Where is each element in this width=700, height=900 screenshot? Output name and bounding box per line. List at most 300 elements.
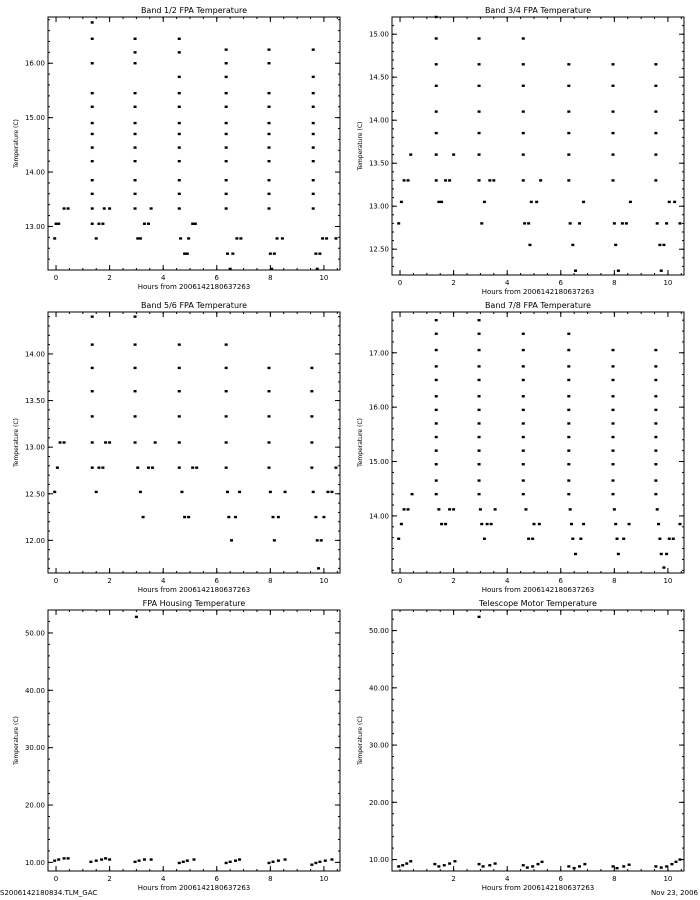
data-point: [225, 92, 228, 94]
data-point: [522, 132, 525, 134]
data-point: [134, 38, 137, 40]
data-point: [91, 106, 94, 108]
data-point: [134, 51, 137, 53]
data-point: [668, 538, 671, 540]
data-point: [435, 422, 438, 424]
data-point: [400, 523, 403, 525]
data-point: [268, 441, 271, 443]
data-point: [612, 463, 615, 465]
data-point: [443, 864, 446, 866]
data-point: [654, 63, 657, 65]
data-point: [63, 857, 66, 859]
data-point: [312, 92, 315, 94]
data-point: [268, 146, 271, 148]
data-point: [522, 422, 525, 424]
x-tick-label: 10: [319, 875, 329, 883]
data-point: [234, 859, 237, 861]
data-point: [612, 865, 615, 867]
data-point: [488, 864, 491, 866]
data-point: [321, 237, 324, 239]
chart-title: Band 7/8 FPA Temperature: [484, 301, 592, 310]
data-point: [660, 866, 663, 868]
data-point: [91, 415, 94, 417]
x-tick-label: 0: [53, 875, 59, 883]
data-point: [178, 441, 181, 443]
data-point: [272, 516, 275, 518]
data-point: [57, 223, 60, 225]
data-point: [225, 146, 228, 148]
data-point: [612, 349, 615, 351]
data-point: [440, 523, 443, 525]
data-point: [435, 319, 438, 321]
chart-title: Band 3/4 FPA Temperature: [484, 6, 592, 15]
data-point: [567, 409, 570, 411]
data-point: [183, 252, 186, 254]
data-point: [567, 379, 570, 381]
x-tick-label: 10: [663, 875, 673, 883]
data-point: [225, 343, 228, 345]
data-point: [435, 333, 438, 335]
data-point: [629, 201, 632, 203]
data-point: [53, 491, 56, 493]
data-point: [612, 63, 615, 65]
data-point: [134, 122, 137, 124]
x-tick-label: 2: [451, 875, 456, 883]
data-point: [91, 92, 94, 94]
data-point: [91, 38, 94, 40]
data-point: [55, 223, 58, 225]
data-point: [91, 315, 94, 317]
data-point: [225, 160, 228, 162]
data-point: [312, 207, 315, 209]
data-point: [268, 862, 271, 864]
data-point: [312, 106, 315, 108]
data-point: [234, 516, 237, 518]
x-tick-label: 8: [268, 875, 273, 883]
data-point: [522, 349, 525, 351]
data-point: [195, 466, 198, 468]
data-point: [178, 76, 181, 78]
data-point: [538, 523, 541, 525]
data-point: [268, 160, 271, 162]
data-point: [194, 223, 197, 225]
data-point: [225, 122, 228, 124]
data-point: [225, 207, 228, 209]
data-point: [567, 479, 570, 481]
x-tick-label: 8: [268, 274, 273, 282]
data-point: [91, 223, 94, 225]
data-point: [312, 122, 315, 124]
y-tick-label: 50.00: [368, 627, 389, 636]
data-point: [225, 466, 228, 468]
data-point: [435, 37, 438, 39]
data-point: [569, 508, 572, 510]
data-point: [478, 493, 481, 495]
data-point: [178, 862, 181, 864]
data-point: [272, 861, 275, 863]
data-point: [334, 466, 337, 468]
data-point: [268, 133, 271, 135]
data-point: [225, 415, 228, 417]
y-tick-label: 15.00: [24, 114, 45, 123]
data-point: [312, 179, 315, 181]
data-point: [486, 523, 489, 525]
data-point: [483, 201, 486, 203]
data-point: [522, 110, 525, 112]
data-point: [656, 508, 659, 510]
data-point: [612, 493, 615, 495]
x-tick-label: 4: [160, 274, 166, 282]
data-point: [136, 466, 139, 468]
data-point: [178, 160, 181, 162]
chart-title: Telescope Motor Temperature: [479, 599, 597, 608]
data-point: [522, 493, 525, 495]
x-tick-label: 8: [268, 577, 273, 585]
data-point: [654, 449, 657, 451]
y-tick-label: 14.00: [368, 116, 389, 125]
y-tick-label: 10.00: [24, 858, 45, 867]
data-point: [134, 133, 137, 135]
y-tick-label: 13.00: [368, 202, 389, 211]
data-point: [613, 508, 616, 510]
data-point: [268, 122, 271, 124]
chart-panel-1: [13, 6, 340, 291]
data-point: [136, 237, 139, 239]
data-point: [310, 390, 313, 392]
x-axis-label: Hours from 2006142180637263: [137, 586, 251, 594]
data-point: [229, 861, 232, 863]
data-point: [612, 110, 615, 112]
data-point: [56, 466, 59, 468]
data-point: [567, 395, 570, 397]
y-tick-label: 10.00: [368, 856, 389, 865]
x-tick-label: 6: [214, 875, 220, 883]
data-point: [225, 133, 228, 135]
data-point: [567, 349, 570, 351]
data-point: [91, 146, 94, 148]
data-point: [97, 223, 100, 225]
data-point: [225, 367, 228, 369]
data-point: [101, 223, 104, 225]
x-tick-label: 4: [504, 875, 510, 883]
data-point: [178, 146, 181, 148]
data-point: [435, 479, 438, 481]
data-point: [186, 859, 189, 861]
data-point: [407, 508, 410, 510]
data-point: [183, 516, 186, 518]
data-point: [578, 222, 581, 224]
data-point: [100, 858, 103, 860]
data-point: [658, 244, 661, 246]
data-point: [478, 463, 481, 465]
data-point: [435, 463, 438, 465]
data-point: [310, 863, 313, 865]
data-point: [134, 92, 137, 94]
data-point: [478, 436, 481, 438]
data-point: [178, 133, 181, 135]
data-point: [433, 863, 436, 865]
data-point: [268, 466, 271, 468]
data-point: [178, 207, 181, 209]
y-tick-label: 12.50: [368, 245, 389, 254]
y-tick-label: 13.00: [24, 222, 45, 231]
data-point: [397, 865, 400, 867]
data-point: [522, 463, 525, 465]
data-point: [654, 409, 657, 411]
data-point: [612, 379, 615, 381]
chart-panel-5: [13, 599, 340, 892]
data-point: [91, 367, 94, 369]
data-point: [400, 201, 403, 203]
data-point: [444, 179, 447, 181]
data-point: [435, 85, 438, 87]
data-point: [522, 379, 525, 381]
data-point: [522, 479, 525, 481]
data-point: [268, 179, 271, 181]
data-point: [665, 865, 668, 867]
data-point: [91, 441, 94, 443]
data-point: [435, 395, 438, 397]
x-tick-label: 2: [107, 875, 112, 883]
data-point: [134, 106, 137, 108]
data-point: [138, 859, 141, 861]
data-point: [178, 343, 181, 345]
data-point: [654, 349, 657, 351]
data-point: [452, 153, 455, 155]
data-point: [89, 861, 92, 863]
x-tick-label: 6: [558, 875, 564, 883]
data-point: [654, 436, 657, 438]
data-point: [573, 867, 576, 869]
data-point: [178, 38, 181, 40]
data-point: [316, 268, 319, 270]
data-point: [284, 858, 287, 860]
data-point: [268, 92, 271, 94]
footer-date: Nov 23, 2006: [650, 889, 698, 897]
data-point: [134, 343, 137, 345]
data-point: [654, 179, 657, 181]
data-point: [108, 441, 111, 443]
data-point: [478, 616, 481, 618]
data-point: [187, 237, 190, 239]
data-point: [448, 508, 451, 510]
x-tick-label: 10: [663, 279, 673, 287]
data-point: [435, 349, 438, 351]
data-point: [478, 37, 481, 39]
plot-frame: [392, 17, 684, 275]
data-point: [268, 62, 271, 64]
data-point: [654, 153, 657, 155]
data-point: [108, 858, 111, 860]
y-tick-label: 16.00: [24, 59, 45, 68]
data-point: [312, 76, 315, 78]
data-point: [583, 863, 586, 865]
data-point: [147, 223, 150, 225]
y-tick-label: 12.50: [24, 490, 45, 499]
y-tick-label: 13.50: [24, 397, 45, 406]
data-point: [674, 861, 677, 863]
data-point: [567, 422, 570, 424]
data-point: [312, 146, 315, 148]
data-point: [91, 62, 94, 64]
data-point: [57, 858, 60, 860]
data-point: [567, 153, 570, 155]
data-point: [268, 415, 271, 417]
data-point: [193, 858, 196, 860]
data-point: [134, 441, 137, 443]
data-point: [179, 237, 182, 239]
x-axis-label: Hours from 2006142180637263: [481, 586, 595, 594]
data-point: [480, 523, 483, 525]
data-point: [613, 222, 616, 224]
data-point: [579, 538, 582, 540]
data-point: [567, 365, 570, 367]
data-point: [225, 862, 228, 864]
x-tick-label: 10: [319, 274, 329, 282]
data-point: [238, 491, 241, 493]
y-tick-label: 14.00: [24, 168, 45, 177]
data-point: [539, 179, 542, 181]
data-point: [225, 193, 228, 195]
x-axis-label: Hours from 2006142180637263: [137, 884, 251, 892]
data-point: [312, 160, 315, 162]
data-point: [135, 616, 138, 618]
data-point: [139, 237, 142, 239]
data-point: [488, 179, 491, 181]
data-point: [567, 493, 570, 495]
y-tick-label: 30.00: [368, 741, 389, 750]
data-point: [435, 63, 438, 65]
data-point: [478, 85, 481, 87]
data-point: [314, 862, 317, 864]
data-point: [91, 207, 94, 209]
data-point: [654, 422, 657, 424]
data-point: [478, 110, 481, 112]
data-point: [91, 21, 94, 23]
data-point: [522, 37, 525, 39]
data-point: [134, 160, 137, 162]
data-point: [478, 395, 481, 397]
plot-frame: [392, 610, 684, 871]
data-point: [614, 244, 617, 246]
data-point: [397, 222, 400, 224]
data-point: [612, 436, 615, 438]
data-point: [668, 201, 671, 203]
data-point: [150, 207, 153, 209]
data-point: [541, 861, 544, 863]
data-point: [574, 553, 577, 555]
data-point: [231, 252, 234, 254]
data-point: [178, 390, 181, 392]
data-point: [134, 315, 137, 317]
x-tick-label: 4: [504, 279, 510, 287]
data-point: [612, 395, 615, 397]
data-point: [403, 179, 406, 181]
data-point: [63, 441, 66, 443]
data-point: [134, 179, 137, 181]
data-point: [180, 491, 183, 493]
y-tick-label: 14.00: [368, 512, 389, 521]
data-point: [628, 523, 631, 525]
data-point: [67, 857, 70, 859]
data-point: [403, 508, 406, 510]
data-point: [622, 538, 625, 540]
data-point: [612, 179, 615, 181]
x-axis-label: Hours from 2006142180637263: [481, 288, 595, 296]
data-point: [226, 252, 229, 254]
data-point: [670, 863, 673, 865]
y-tick-label: 14.00: [24, 350, 45, 359]
data-point: [567, 449, 570, 451]
data-point: [480, 222, 483, 224]
data-point: [269, 491, 272, 493]
x-tick-label: 2: [451, 279, 456, 287]
data-point: [225, 62, 228, 64]
data-point: [143, 858, 146, 860]
data-point: [147, 466, 150, 468]
data-point: [574, 270, 577, 272]
data-point: [657, 523, 660, 525]
data-point: [91, 179, 94, 181]
chart-panel-3: [13, 301, 340, 594]
y-axis-label: Temperature (C): [13, 119, 20, 168]
data-point: [63, 207, 66, 209]
data-point: [522, 153, 525, 155]
data-point: [567, 132, 570, 134]
data-point: [320, 539, 323, 541]
data-point: [578, 865, 581, 867]
data-point: [225, 76, 228, 78]
data-point: [67, 207, 70, 209]
data-point: [101, 466, 104, 468]
data-point: [409, 860, 412, 862]
data-point: [314, 516, 317, 518]
data-point: [435, 449, 438, 451]
x-tick-label: 6: [558, 279, 564, 287]
data-point: [452, 508, 455, 510]
data-point: [654, 865, 657, 867]
data-point: [225, 179, 228, 181]
chart-panel-2: [357, 6, 684, 296]
data-point: [522, 85, 525, 87]
data-point: [522, 409, 525, 411]
data-point: [569, 222, 572, 224]
data-point: [658, 538, 661, 540]
data-point: [625, 222, 628, 224]
data-point: [435, 16, 438, 18]
data-point: [104, 441, 107, 443]
y-tick-label: 14.50: [368, 73, 389, 82]
data-point: [407, 179, 410, 181]
data-point: [227, 516, 230, 518]
data-point: [191, 223, 194, 225]
data-point: [672, 538, 675, 540]
data-point: [582, 523, 585, 525]
data-point: [612, 479, 615, 481]
data-point: [134, 193, 137, 195]
data-point: [238, 858, 241, 860]
data-point: [178, 179, 181, 181]
data-point: [522, 333, 525, 335]
data-point: [522, 436, 525, 438]
data-point: [134, 146, 137, 148]
data-point: [617, 270, 620, 272]
data-point: [95, 237, 98, 239]
data-point: [612, 365, 615, 367]
x-tick-label: 8: [612, 875, 617, 883]
data-point: [567, 110, 570, 112]
data-point: [567, 63, 570, 65]
